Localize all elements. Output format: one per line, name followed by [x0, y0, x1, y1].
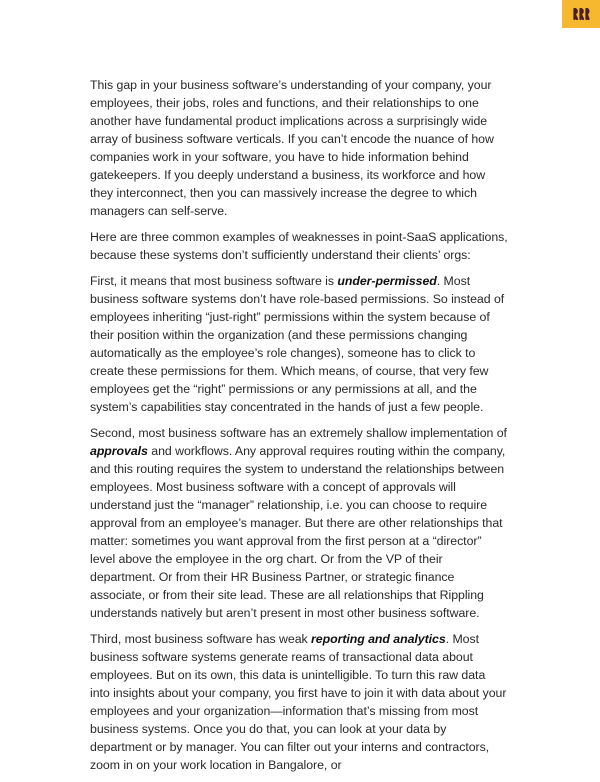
document-body — [90, 76, 508, 782]
brand-logo-tab — [562, 0, 600, 28]
emphasis-approvals: approvals — [90, 444, 148, 458]
paragraph-approvals: Second, most business software has an extremely shallow implementation of approvals and workflows. Any approval requires routing within the company, and this routing requires the system to understand the relationships between employees. Most business software with a concept of approvals will understand just the “manager” relationship, i.e. you can choose to require approval from an employee’s manager. But there are other relationships that matter: sometimes you want approval from the first person at a “director” level above the employee in the org chart. Or from the VP of their department. Or from their HR Business Partner, or strategic finance associate, or from their site lead. These are all relationships that Rippling understands natively but aren’t present in most other business software. — [90, 426, 507, 620]
emphasis-under-permissed: under-permissed — [337, 274, 437, 288]
paragraph-reporting: Third, most business software has weak reporting and analytics. Most business software systems generate reams of transactional data about employees. But on its own, this data is unintelligible. To turn this raw data into insights about your company, you first have to join it with data about your employees and your organization—information that’s missing from most business systems. Once you do that, you can look at your data by department or by manager. You can filter out your interns and contractors, zoom in on your work location in Bangalore, or — [90, 632, 507, 772]
rippling-logo-icon — [572, 7, 590, 21]
emphasis-reporting-analytics: reporting and analytics — [311, 632, 446, 646]
paragraph-under-permissed: First, it means that most business software is under-permissed. Most business software systems don’t have role-based permissions. So instead of employees inheriting “just-right” permissions within the system because of their position within the organization (and these permissions changing automatically as the employee’s role changes), someone has to click to create these permissions for them. Which means, of course, that very few employees get the “right” permissions or any permissions at all, and the system’s capabilities stay concentrated in the hands of just a few people. — [90, 274, 505, 414]
paragraph-intro: This gap in your business software’s understanding of your company, your employees, their jobs, roles and functions, and their relationships to one another have fundamental product implications across a surprisingly wide array of business software verticals. If you can’t encode the nuance of how companies work in your software, you have to hide information behind gatekeepers. If you deeply understand a business, its workforce and how they interconnect, then you can massively increase the degree to which managers can self-serve. — [90, 78, 494, 218]
paragraph-examples-lead: Here are three common examples of weaknesses in point-SaaS applications, because these systems don’t sufficiently understand their clients’ orgs: — [90, 230, 508, 262]
